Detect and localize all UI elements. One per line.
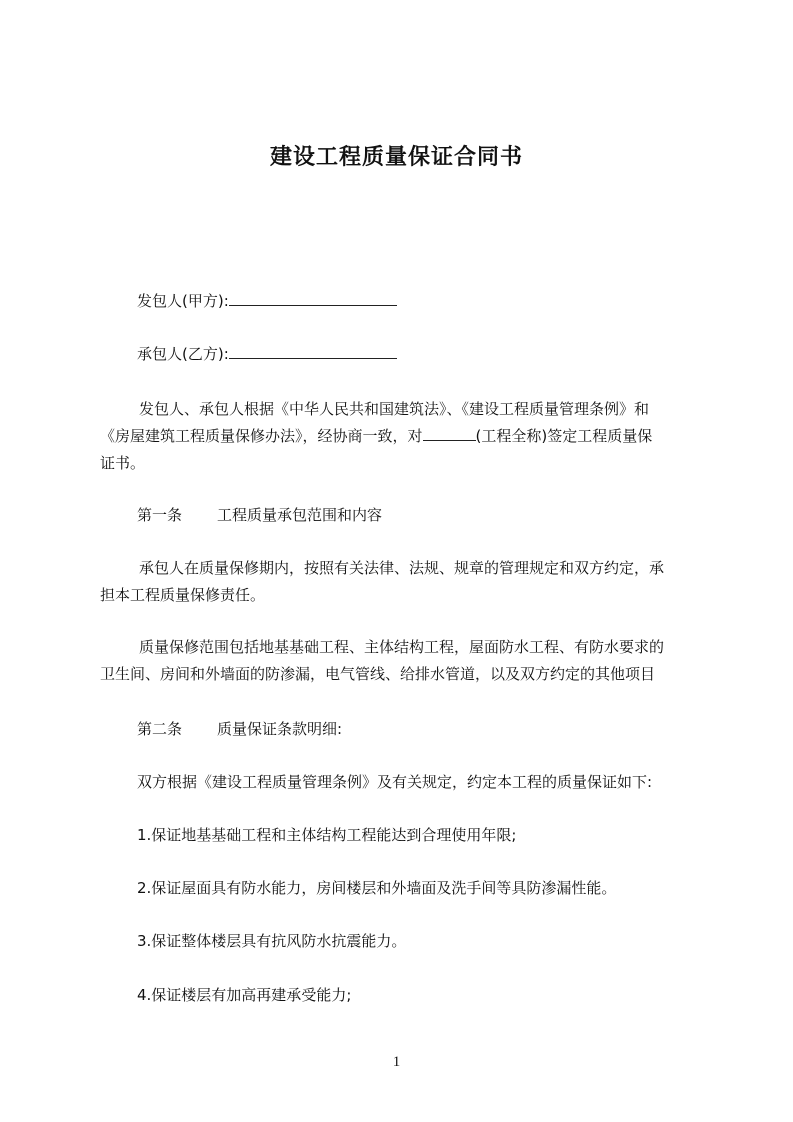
article-1-para-1-line-1: 承包人在质量保修期内，按照有关法律、法规、规章的管理规定和双方约定，承 bbox=[139, 559, 665, 577]
project-name-blank[interactable] bbox=[423, 426, 476, 441]
party-b-field bbox=[137, 344, 397, 364]
article-1-heading bbox=[137, 505, 382, 525]
article-2-intro: 双方根据《建设工程质量管理条例》及有关规定，约定本工程的质量保证如下: bbox=[137, 773, 653, 791]
article-1-title: 工程质量承包范围和内容 bbox=[217, 506, 383, 524]
list-item: 3.保证整体楼层具有抗风防水抗震能力。 bbox=[137, 932, 407, 950]
article-2-number: 第二条 bbox=[137, 720, 183, 738]
list-item: 1.保证地基基础工程和主体结构工程能达到合理使用年限; bbox=[137, 826, 517, 844]
list-item: 4.保证楼层有加高再建承受能力; bbox=[137, 986, 352, 1004]
party-b-blank[interactable] bbox=[229, 344, 397, 359]
intro-line-3: 证书。 bbox=[100, 454, 146, 472]
list-item: 2.保证屋面具有防水能力，房间楼层和外墙面及洗手间等具防渗漏性能。 bbox=[137, 879, 617, 897]
article-1-number: 第一条 bbox=[137, 506, 183, 524]
document-title: 建设工程质量保证合同书 bbox=[269, 145, 523, 170]
intro-line-2-pre: 《房屋建筑工程质量保修办法》，经协商一致，对 bbox=[100, 427, 423, 445]
article-1-para-2-line-2: 卫生间、房间和外墙面的防渗漏，电气管线、给排水管道，以及双方约定的其他项目 bbox=[100, 665, 656, 683]
intro-line-2 bbox=[100, 426, 652, 446]
article-2-title: 质量保证条款明细: bbox=[217, 720, 343, 738]
page-number: 1 bbox=[392, 1054, 401, 1070]
party-a-blank[interactable] bbox=[229, 291, 397, 306]
party-b-label: 承包人(乙方): bbox=[137, 345, 229, 363]
intro-line-1: 发包人、承包人根据《中华人民共和国建筑法》、《建设工程质量管理条例》和 bbox=[139, 400, 650, 418]
party-a-label: 发包人(甲方): bbox=[137, 292, 229, 310]
article-1-para-2-line-1: 质量保修范围包括地基基础工程、主体结构工程，屋面防水工程、有防水要求的 bbox=[139, 638, 665, 656]
article-1-para-1-line-2: 担本工程质量保修责任。 bbox=[100, 586, 266, 604]
intro-line-2-post: (工程全称)签定工程质量保 bbox=[475, 427, 653, 445]
party-a-field bbox=[137, 291, 397, 311]
article-2-heading bbox=[137, 719, 342, 739]
